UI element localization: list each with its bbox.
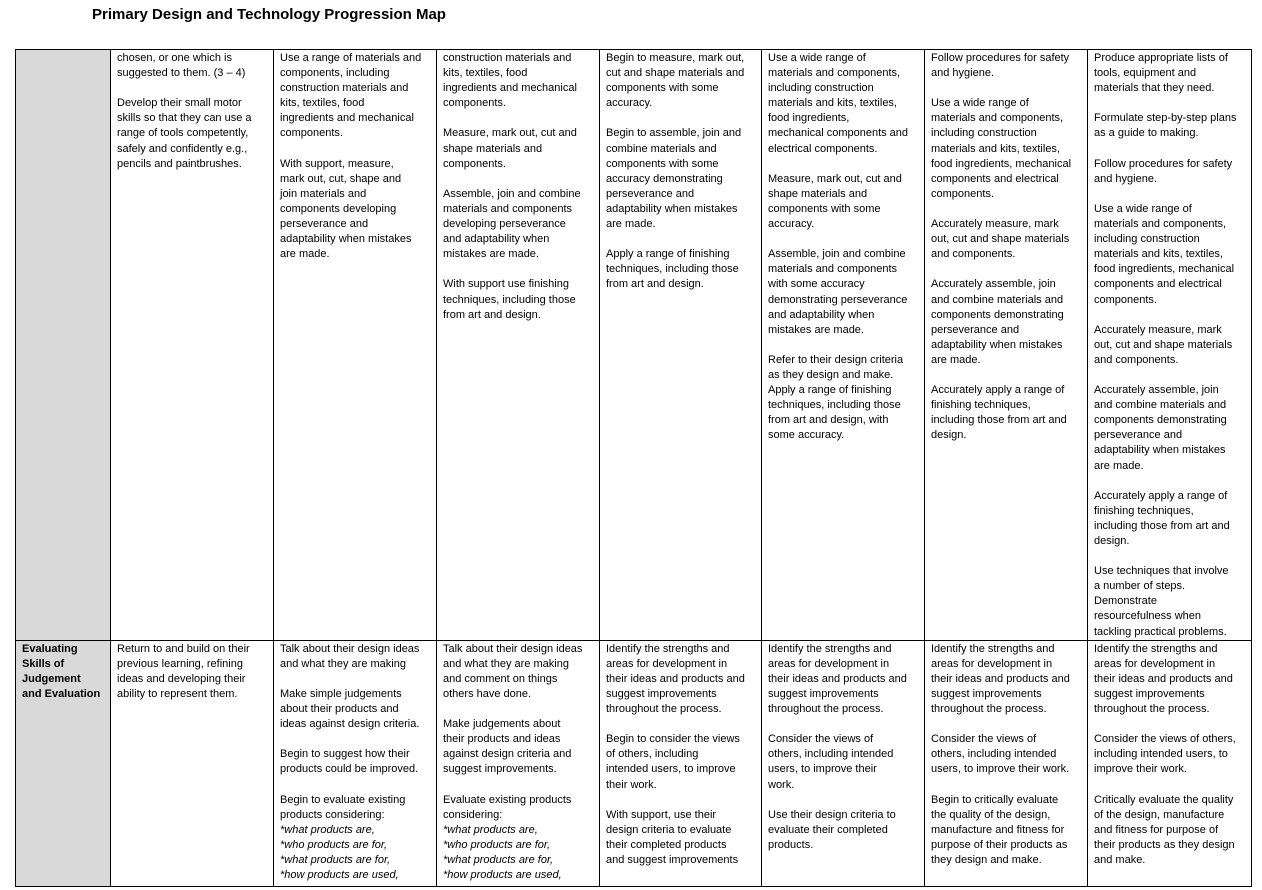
table-cell — [762, 640, 925, 886]
cell-paragraph: Accurately assemble, join and combine materials and components demonstrating perseverance and adaptability when mistakes are made. — [1094, 384, 1227, 472]
cell-paragraph: Measure, mark out, cut and shape materials and components. — [443, 127, 577, 170]
cell-paragraph: Make simple judgements about their products and ideas against design criteria. — [280, 687, 420, 731]
cell-paragraph: Critically evaluate the quality of the design, manufacture and fitness for purpose of their products as they design and make. — [1094, 793, 1235, 866]
cell-italic-item: *who products are for, — [443, 838, 551, 851]
cell-italic-item: *what products are, — [443, 823, 538, 836]
cell-paragraph: Assemble, join and combine materials and components developing perseverance and adaptability when mistakes are made. — [443, 187, 581, 261]
cell-paragraph: Develop their small motor skills so that they can use a range of tools competently, safely and confidently e.g., pencils and paintbrushes. — [117, 97, 252, 170]
row-heading — [16, 50, 111, 641]
cell-paragraph: Accurately assemble, join and combine materials and components demonstrating perseverance and adaptability when mistakes are made. — [931, 278, 1064, 366]
table-cell — [437, 50, 600, 641]
cell-italic-item: *what products are for, — [443, 853, 554, 866]
table-cell — [111, 50, 274, 641]
cell-paragraph: Evaluate existing products considering: — [443, 793, 572, 821]
cell-italic-item: *how products are used, — [443, 869, 562, 882]
table-cell — [1088, 50, 1252, 641]
table-row — [16, 50, 1252, 641]
cell-paragraph: Apply a range of finishing techniques, including those from art and design. — [606, 248, 739, 291]
table-cell — [762, 50, 925, 641]
cell-paragraph: Talk about their design ideas and what they are making and comment on things others have done. — [443, 642, 583, 700]
cell-paragraph: Accurately apply a range of finishing techniques, including those from art and design. — [931, 384, 1067, 442]
cell-paragraph: Consider the views of others, including intended users, to improve their work. — [1094, 733, 1236, 776]
cell-paragraph: Use a wide range of materials and components, including construction materials and kits, textiles, food ingredients, mechanical components and electrical components. — [768, 52, 909, 155]
cell-paragraph: Return to and build on their previous learning, refining ideas and developing their ability to represent them. — [117, 642, 250, 700]
cell-paragraph: Begin to measure, mark out, cut and shape materials and components with some accuracy. — [606, 52, 745, 110]
cell-paragraph: With support, use their design criteria to evaluate their completed products and suggest improvements — [606, 808, 739, 866]
table-cell — [925, 50, 1088, 641]
cell-paragraph: Follow procedures for safety and hygiene. — [1094, 157, 1233, 185]
cell-paragraph: Use a wide range of materials and components, including construction materials and kits, textiles, food ingredients, mechanical components and electrical components. — [1094, 202, 1235, 306]
table-cell — [600, 640, 762, 886]
table-cell — [437, 640, 600, 886]
table-cell — [1088, 640, 1252, 886]
table-cell — [274, 50, 437, 641]
cell-paragraph: Produce appropriate lists of tools, equipment and materials that they need. — [1094, 52, 1228, 95]
table-cell — [600, 50, 762, 641]
table-cell — [274, 640, 437, 886]
cell-paragraph: Measure, mark out, cut and shape materials and components with some accuracy. — [768, 172, 902, 231]
cell-paragraph: Talk about their design ideas and what they are making — [280, 642, 420, 670]
cell-paragraph: Begin to suggest how their products could be improved. — [280, 748, 419, 776]
cell-paragraph: Refer to their design criteria as they design and make. Apply a range of finishing techniques, including those from art and design, with some accuracy. — [768, 353, 904, 442]
cell-paragraph: chosen, or one which is suggested to them. (3 – 4) — [117, 52, 246, 80]
page-title: Primary Design and Technology Progression Map — [92, 6, 446, 23]
table-cell — [111, 640, 274, 886]
cell-paragraph: Use a wide range of materials and components, including construction materials and kits, textiles, food ingredients, mechanical components and electrical components. — [931, 97, 1072, 200]
cell-paragraph: Consider the views of others, including intended users, to improve their work. — [931, 733, 1070, 776]
cell-paragraph: Use a range of materials and components, including construction materials and kits, textiles, food ingredients and mechanical components. — [280, 52, 422, 140]
table-cell — [925, 640, 1088, 886]
cell-paragraph: Make judgements about their products and ideas against design criteria and suggest improvements. — [443, 718, 572, 776]
cell-paragraph: Begin to evaluate existing products considering: — [280, 793, 406, 821]
cell-paragraph: Formulate step-by-step plans as a guide to making. — [1094, 112, 1237, 140]
cell-paragraph: Begin to critically evaluate the quality of the design, manufacture and fitness for purpose of their products as they design and make. — [931, 793, 1068, 866]
cell-paragraph: Use their design criteria to evaluate their completed products. — [768, 808, 896, 851]
row-heading-label: Evaluating Skills of Judgement and Evaluation — [22, 642, 101, 700]
cell-paragraph: Use techniques that involve a number of steps. Demonstrate resourcefulness when tackling practical problems. — [1094, 565, 1229, 638]
cell-paragraph: Assemble, join and combine materials and components with some accuracy demonstrating perseverance and adaptability when mistakes are made. — [768, 248, 908, 336]
cell-paragraph: Consider the views of others, including intended users, to improve their work. — [768, 733, 894, 791]
cell-paragraph: Identify the strengths and areas for development in their ideas and products and suggest improvements throughout the process. — [931, 642, 1070, 716]
cell-paragraph: construction materials and kits, textiles, food ingredients and mechanical components. — [443, 52, 577, 110]
cell-italic-item: *who products are for, — [280, 838, 388, 851]
cell-paragraph: Begin to consider the views of others, including intended users, to improve their work. — [606, 733, 740, 791]
cell-italic-item: *what products are, — [280, 823, 375, 836]
cell-paragraph: Accurately measure, mark out, cut and shape materials and components. — [1094, 323, 1233, 366]
cell-paragraph: Identify the strengths and areas for development in their ideas and products and suggest improvements throughout the process. — [768, 642, 907, 716]
cell-paragraph: Accurately measure, mark out, cut and shape materials and components. — [931, 218, 1070, 261]
cell-paragraph: Accurately apply a range of finishing techniques, including those from art and design. — [1094, 489, 1230, 547]
cell-paragraph: Follow procedures for safety and hygiene. — [931, 52, 1070, 80]
cell-paragraph: Identify the strengths and areas for development in their ideas and products and suggest improvements throughout the process. — [606, 642, 745, 716]
row-heading — [16, 640, 111, 886]
cell-italic-item: *how products are used, — [280, 869, 399, 882]
cell-paragraph: With support use finishing techniques, including those from art and design. — [443, 278, 576, 321]
table-row — [16, 640, 1252, 886]
cell-paragraph: With support, measure, mark out, cut, shape and join materials and components developing perseverance and adaptability when mistakes are made. — [280, 157, 412, 261]
cell-paragraph: Identify the strengths and areas for development in their ideas and products and suggest improvements throughout the process. — [1094, 642, 1233, 716]
progression-table — [15, 49, 1252, 887]
cell-italic-item: *what products are for, — [280, 853, 391, 866]
cell-paragraph: Begin to assemble, join and combine materials and components with some accuracy demonstrating perseverance and adaptability when mistakes are made. — [606, 127, 742, 231]
